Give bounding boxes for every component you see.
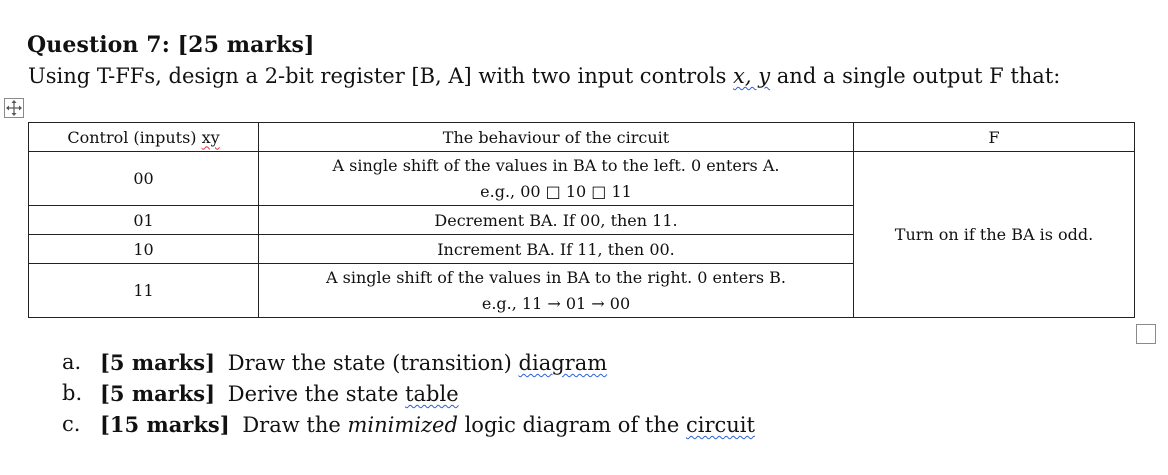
table-header-row <box>29 123 1135 152</box>
spell-marked-word: table <box>405 382 459 406</box>
question-heading: Question 7: [25 marks] <box>27 32 315 58</box>
question-intro <box>28 64 1060 88</box>
list-item: c. [15 marks] Draw the minimized logic diagram of the circuit <box>62 412 755 437</box>
intro-text-end: and a single output F that: <box>770 64 1061 88</box>
intro-text-start: Using T-FFs, design a 2-bit register [B, A] with two input controls <box>28 64 734 88</box>
list-item: b. [5 marks] Derive the state table <box>62 381 459 406</box>
output-f-cell: Turn on if the BA is odd. <box>854 152 1135 318</box>
table-move-handle[interactable] <box>4 98 24 118</box>
behaviour-cell: Decrement BA. If 00, then 11. <box>259 206 854 235</box>
behaviour-cell: A single shift of the values in BA to the right. 0 enters B. e.g., 11 → 01 → 00 <box>259 264 854 318</box>
intro-variables: x, y <box>733 64 771 88</box>
header-control: Control (inputs) xy <box>29 123 259 152</box>
header-behaviour: The behaviour of the circuit <box>259 123 854 152</box>
control-cell: 01 <box>29 206 259 235</box>
header-f: F <box>854 123 1135 152</box>
list-item: a. [5 marks] Draw the state (transition) diagram <box>62 350 608 375</box>
control-cell: 10 <box>29 235 259 264</box>
spell-marked-word: diagram <box>518 351 608 375</box>
behaviour-table <box>28 122 1135 318</box>
behaviour-cell: Increment BA. If 11, then 00. <box>259 235 854 264</box>
task-list <box>62 350 755 443</box>
table-resize-handle[interactable] <box>1136 324 1156 344</box>
control-cell: 11 <box>29 264 259 318</box>
behaviour-cell: A single shift of the values in BA to the left. 0 enters A. e.g., 00 □ 10 □ 11 <box>259 152 854 206</box>
spell-marked-word: circuit <box>685 413 755 437</box>
move-arrows-icon <box>5 99 23 117</box>
table-row <box>29 152 1135 206</box>
control-cell: 00 <box>29 152 259 206</box>
